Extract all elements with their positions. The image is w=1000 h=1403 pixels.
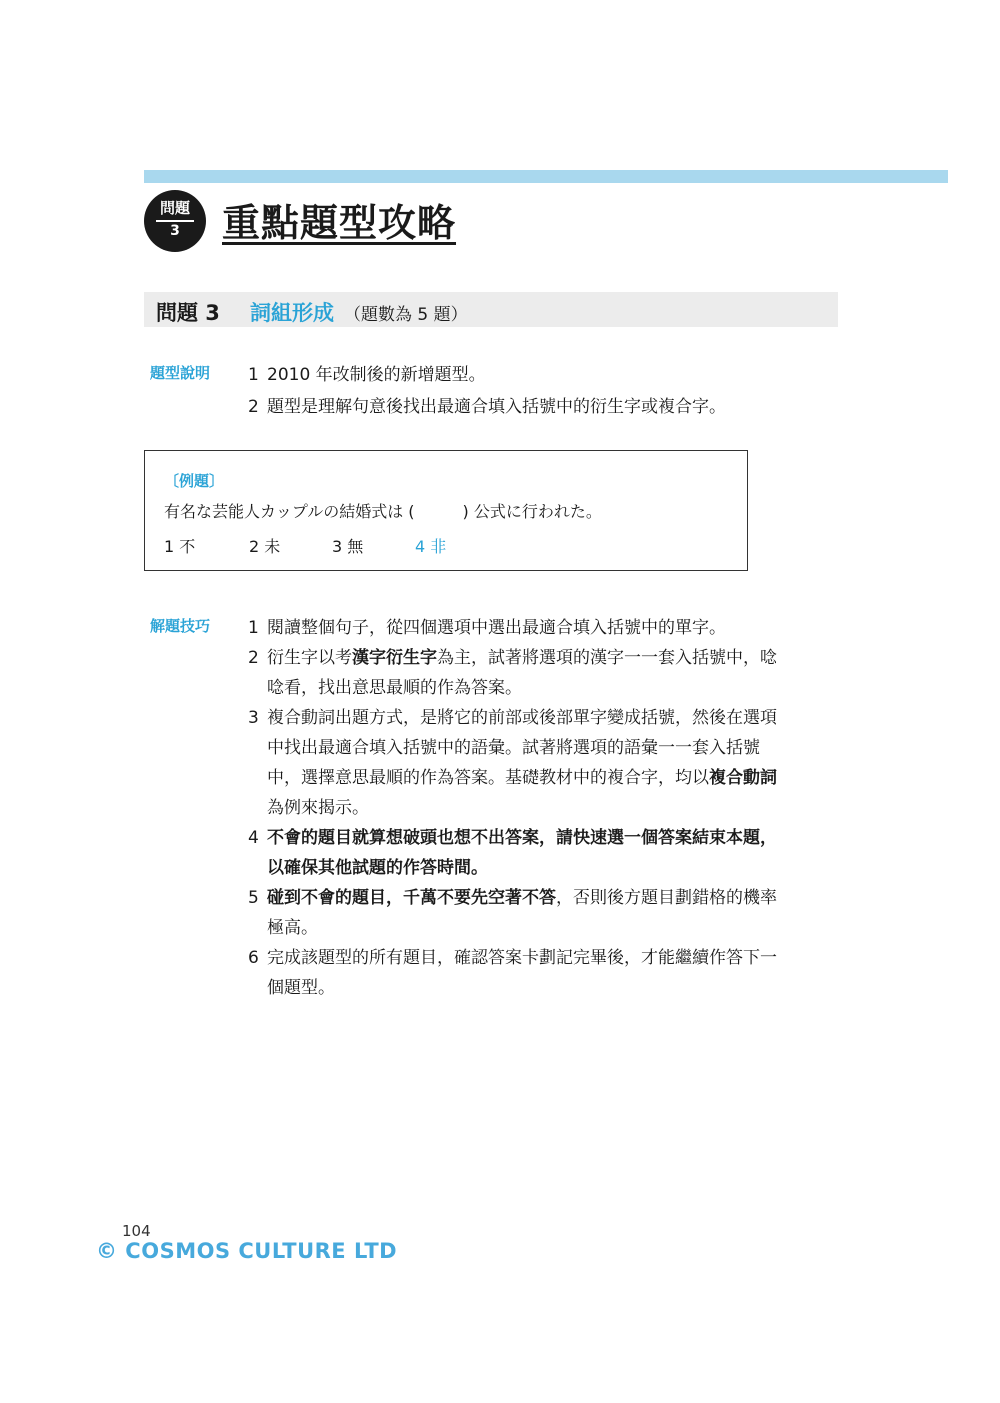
example-option: 3 無 bbox=[332, 537, 364, 556]
top-accent-bar bbox=[144, 170, 948, 183]
copyright-watermark: © COSMOS CULTURE LTD bbox=[96, 1239, 398, 1263]
badge-divider bbox=[156, 220, 194, 222]
tip-line: 中，選擇意思最順的作為答案。基礎教材中的複合字，均以複合動詞 bbox=[267, 768, 777, 788]
tip-line: 為例來揭示。 bbox=[267, 798, 369, 818]
question-badge bbox=[144, 190, 206, 252]
tip-item: 3 複合動詞出題方式，是將它的前部或後部單字變成括號，然後在選項 bbox=[248, 708, 777, 728]
section-header bbox=[144, 292, 838, 327]
description-label: 題型說明 bbox=[150, 364, 211, 382]
section-name: 詞組形成 bbox=[250, 301, 334, 325]
tip-item: 5 碰到不會的題目，千萬不要先空著不答，否則後方題目劃錯格的機率 bbox=[248, 888, 777, 908]
example-option-answer: 4 非 bbox=[415, 537, 447, 556]
tip-item: 1 閱讀整個句子，從四個選項中選出最適合填入括號中的單字。 bbox=[248, 618, 726, 638]
tip-line: 唸看，找出意思最順的作為答案。 bbox=[267, 678, 522, 698]
description-item: 2 題型是理解句意後找出最適合填入括號中的衍生字或複合字。 bbox=[248, 397, 726, 417]
page-number: 104 bbox=[122, 1222, 151, 1240]
section-label: 問題 3 bbox=[156, 301, 220, 325]
example-title: 〔例題〕 bbox=[164, 472, 225, 490]
badge-number: 3 bbox=[170, 223, 180, 239]
example-option: 1 不 bbox=[164, 537, 196, 556]
page-title: 重點題型攻略 bbox=[222, 201, 457, 245]
example-option: 2 未 bbox=[249, 537, 281, 556]
tip-line: 以確保其他試題的作答時間。 bbox=[267, 858, 488, 878]
tip-line: 個題型。 bbox=[267, 978, 335, 998]
section-count: （題數為 5 題） bbox=[344, 305, 468, 325]
tips-label: 解題技巧 bbox=[150, 617, 211, 635]
badge-label: 問題 bbox=[159, 199, 190, 217]
tip-item: 6 完成該題型的所有題目，確認答案卡劃記完畢後，才能繼續作答下一 bbox=[248, 948, 777, 968]
example-sentence: 有名な芸能人カップルの結婚式は ( ) 公式に行われた。 bbox=[164, 502, 602, 521]
tip-line: 極高。 bbox=[267, 918, 318, 938]
description-item: 1 2010 年改制後的新增題型。 bbox=[248, 365, 486, 385]
example-box bbox=[144, 450, 748, 571]
tip-item: 4 不會的題目就算想破頭也想不出答案，請快速選一個答案結束本題， bbox=[248, 828, 777, 848]
tip-line: 中找出最適合填入括號中的語彙。試著將選項的語彙一一套入括號 bbox=[267, 738, 760, 758]
tip-item: 2 衍生字以考漢字衍生字為主，試著將選項的漢字一一套入括號中，唸 bbox=[248, 648, 777, 668]
